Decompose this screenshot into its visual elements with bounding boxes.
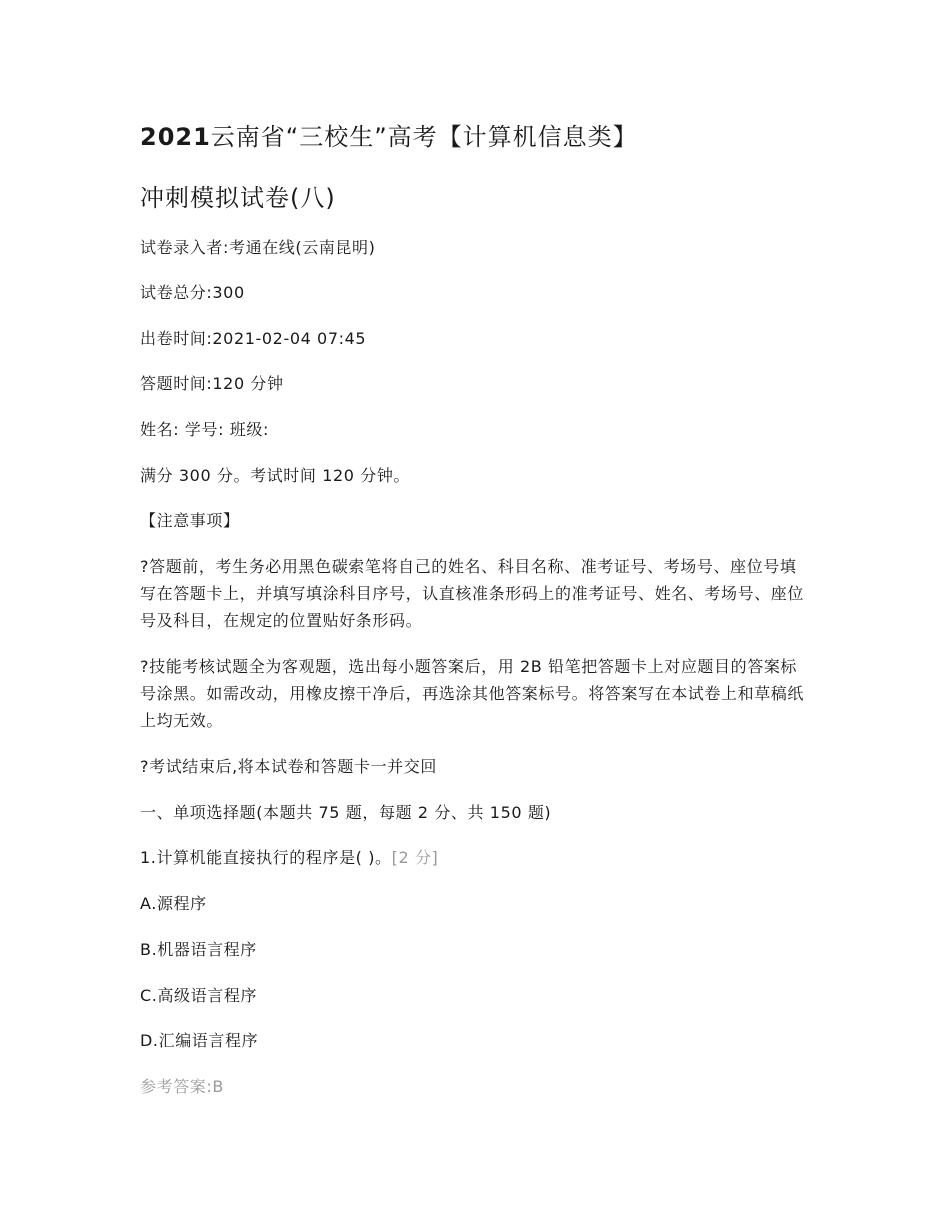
question-stem: 1.计算机能直接执行的程序是( )。 [140, 848, 392, 867]
notice-item: ?技能考核试题全为客观题，选出每小题答案后，用 2B 铅笔把答题卡上对应题目的答案标号涂黑。如需改动，用橡皮擦干净后，再选涂其他答案标号。将答案写在本试卷上和草稿纸上均无效。 [140, 657, 805, 730]
question-text [140, 846, 438, 870]
exam-author: 试卷录入者:考通在线(云南昆明) [140, 238, 376, 257]
option-c: C.高级语言程序 [140, 986, 258, 1005]
option-d: D.汇编语言程序 [140, 1031, 259, 1050]
student-fields: 姓名: 学号: 班级: [140, 420, 269, 439]
exam-title-text: 云南省“三校生”高考【计算机信息类】 [210, 123, 638, 151]
exam-total-score: 试卷总分:300 [140, 283, 245, 302]
exam-title [140, 120, 638, 154]
section-heading: 一、单项选择题(本题共 75 题，每题 2 分、共 150 题) [140, 803, 552, 822]
option-a: A.源程序 [140, 894, 207, 913]
exam-subtitle: 冲刺模拟试卷(八) [140, 184, 336, 212]
exam-publish-time: 出卷时间:2021-02-04 07:45 [140, 329, 367, 348]
exam-title-year: 2021 [140, 123, 211, 151]
reference-answer: 参考答案:B [140, 1077, 224, 1096]
question-score: [2 分] [391, 848, 439, 867]
option-b: B.机器语言程序 [140, 940, 257, 959]
exam-answer-time: 答题时间:120 分钟 [140, 374, 284, 393]
notice-item: ?答题前，考生务必用黑色碳索笔将自己的姓名、科目名称、准考证号、考场号、座位号填写在答题卡上，并填写填涂科目序号，认直核准条形码上的准考证号、姓名、考场号、座位号及科目，在规定的位置贴好条形码。 [140, 557, 805, 630]
notice-heading: 【注意事项】 [140, 511, 240, 530]
full-score-note: 满分 300 分。考试时间 120 分钟。 [140, 466, 411, 485]
notice-item: ?考试结束后,将本试卷和答题卡一并交回 [140, 757, 437, 776]
